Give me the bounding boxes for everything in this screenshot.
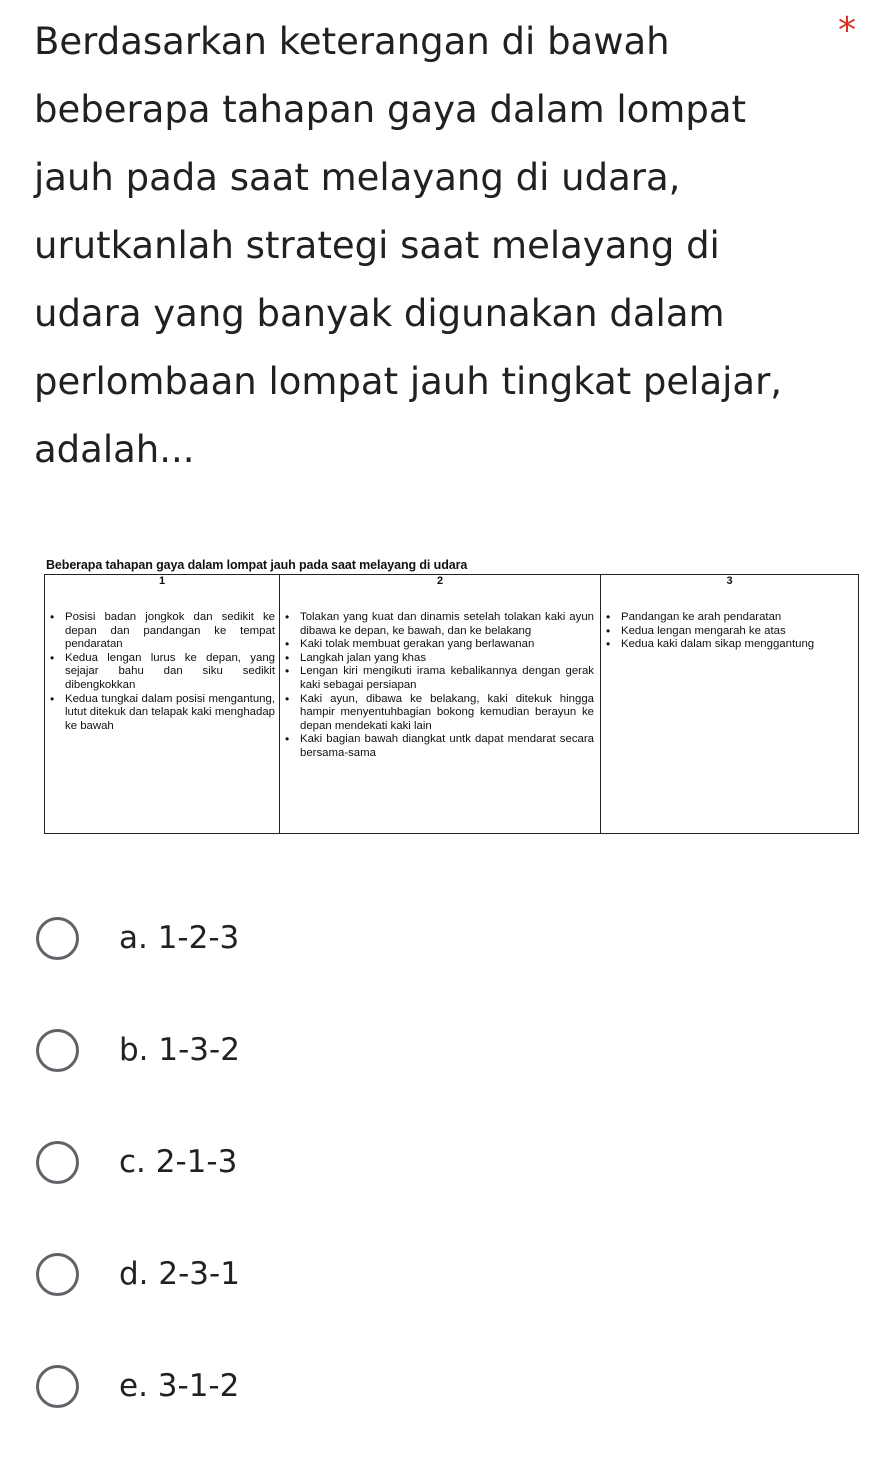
option-label: a. 1-2-3 [119,920,240,956]
column-header-3: 3 [601,575,859,592]
question-text: Berdasarkan keterangan di bawah beberapa tahapan gaya dalam lompat jauh pada saat melayang di udara, urutkanlah strategi saat melayang di udara yang banyak digunakan dalam perlombaan lompat jauh tingkat pelajar, adalah... [34,20,783,471]
list-item: • Langkah jalan yang khas [300,652,594,666]
option-b[interactable] [36,1020,436,1080]
option-label: c. 2-1-3 [119,1144,238,1180]
list-item: • Kedua tungkai dalam posisi mengantung, lutut ditekuk dan telapak kaki menghadap ke bawah [65,693,275,734]
column-header-2: 2 [280,575,601,592]
option-c[interactable] [36,1132,436,1192]
list-item: • Kaki bagian bawah diangkat untk dapat mendarat secara bersama-sama [300,733,594,760]
option-d[interactable] [36,1244,436,1304]
table-title: Beberapa tahapan gaya dalam lompat jauh pada saat melayang di udara [46,558,468,572]
radio-button-icon[interactable] [36,1253,79,1296]
column-cell-1 [45,611,280,834]
option-label: b. 1-3-2 [119,1032,240,1068]
spacer-cell-2 [280,591,601,611]
spacer-cell-1 [45,591,280,611]
stages-table [44,574,859,834]
column-cell-2 [280,611,601,834]
radio-button-icon[interactable] [36,917,79,960]
option-e[interactable] [36,1356,436,1416]
option-a[interactable] [36,908,436,968]
list-item: • Kedua lengan mengarah ke atas [621,625,858,639]
required-asterisk: * [838,10,856,51]
radio-button-icon[interactable] [36,1365,79,1408]
radio-button-icon[interactable] [36,1029,79,1072]
option-label: d. 2-3-1 [119,1256,240,1292]
list-item: • Kaki ayun, dibawa ke belakang, kaki ditekuk hingga hampir menyentuhbagian bokong kemudian berayun ke depan mendekati kaki lain [300,693,594,734]
list-item: • Kaki tolak membuat gerakan yang berlawanan [300,638,594,652]
radio-button-icon[interactable] [36,1141,79,1184]
list-item: • Kedua kaki dalam sikap menggantung [621,638,858,652]
list-item: • Kedua lengan lurus ke depan, yang sejajar bahu dan siku sedikit dibengkokkan [65,652,275,693]
list-item: • Pandangan ke arah pendaratan [621,611,858,625]
list-item: • Posisi badan jongkok dan sedikit ke depan dan pandangan ke tempat pendaratan [65,611,275,652]
column-header-1: 1 [45,575,280,592]
spacer-cell-3 [601,591,859,611]
list-item: • Tolakan yang kuat dan dinamis setelah tolakan kaki ayun dibawa ke depan, ke bawah, dan ke belakang [300,611,594,638]
question-image-table [44,557,860,834]
list-item: • Lengan kiri mengikuti irama kebalikannya dengan gerak kaki sebagai persiapan [300,665,594,692]
option-label: e. 3-1-2 [119,1368,240,1404]
column-cell-3 [601,611,859,834]
